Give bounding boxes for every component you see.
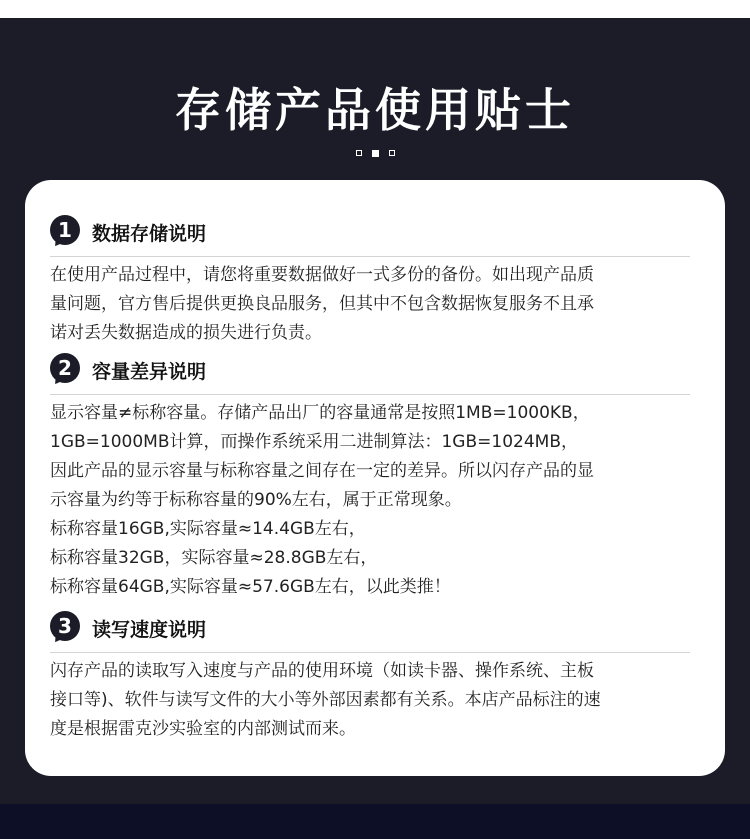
text-line: 示容量为约等于标称容量的90%左右，属于正常现象。 [50,490,462,510]
divider [50,394,690,395]
section-capacity [50,352,690,602]
text-line: 标称容量64GB,实际容量≈57.6GB左右，以此类推！ [50,577,451,597]
section-data-storage [50,214,690,348]
section-title: 容量差异说明 [92,360,207,383]
number-badge-icon: 1 [50,215,84,249]
text-line: 1GB=1000MB计算，而操作系统采用二进制算法：1GB=1024MB， [50,432,578,452]
number-badge-icon: 3 [50,611,84,645]
section-text [50,261,690,348]
number-badge-icon: 2 [50,353,84,387]
dot-indicator-active [372,150,379,157]
text-line: 因此产品的显示容量与标称容量之间存在一定的差异。所以闪存产品的显 [50,461,594,481]
top-strip [0,0,750,18]
section-title: 读写速度说明 [92,618,207,641]
text-line: 在使用产品过程中，请您将重要数据做好一式多份的备份。如出现产品质 [50,265,594,285]
dot-indicator [389,150,395,156]
section-title: 数据存储说明 [92,222,207,245]
section-header [50,214,690,250]
section-text [50,657,690,744]
section-text [50,399,690,602]
section-header [50,610,690,646]
text-line: 度是根据雷克沙实验室的内部测试而来。 [50,719,356,739]
divider [50,652,690,653]
divider [50,256,690,257]
text-line: 闪存产品的读取写入速度与产品的使用环境（如读卡器、操作系统、主板 [50,661,594,681]
text-line: 标称容量16GB,实际容量≈14.4GB左右， [50,519,366,539]
carousel-dots [0,148,750,158]
text-line: 量问题，官方售后提供更换良品服务，但其中不包含数据恢复服务不且承 [50,294,594,314]
section-speed [50,610,690,744]
page-title: 存储产品使用贴士 [175,83,575,137]
text-line: 诺对丢失数据造成的损失进行负责。 [50,323,322,343]
text-line: 显示容量≠标称容量。存储产品出厂的容量通常是按照1MB=1000KB， [50,403,590,423]
text-line: 接口等)、软件与读写文件的大小等外部因素都有关系。本店产品标注的速 [50,690,601,710]
text-line: 标称容量32GB，实际容量≈28.8GB左右， [50,548,378,568]
dot-indicator [356,150,362,156]
section-header [50,352,690,388]
bottom-strip [0,804,750,839]
